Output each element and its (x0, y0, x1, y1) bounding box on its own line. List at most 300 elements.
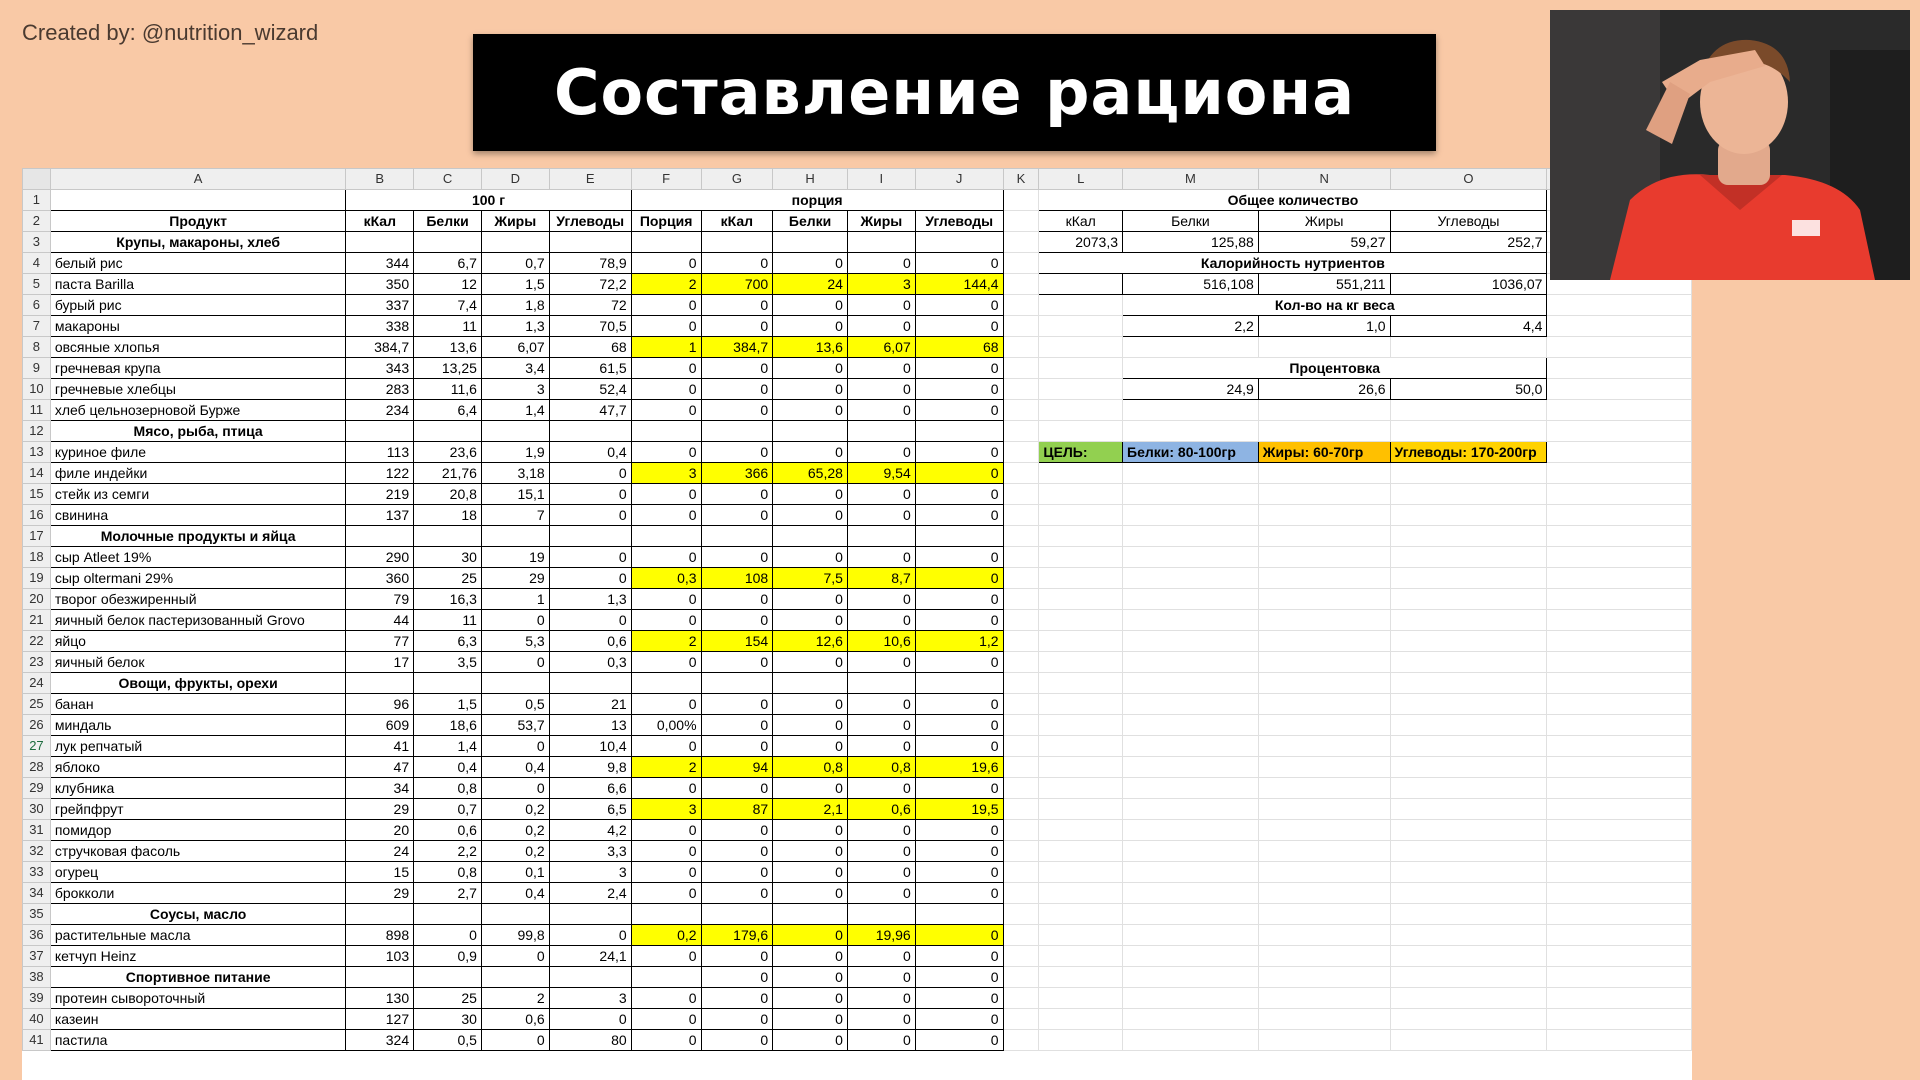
cell[interactable] (1258, 946, 1390, 967)
cell[interactable] (1123, 1030, 1259, 1051)
cell[interactable] (1547, 547, 1692, 568)
cell[interactable] (414, 904, 482, 925)
row-header[interactable]: 27 (23, 736, 51, 757)
cell[interactable] (1258, 1009, 1390, 1030)
section-header[interactable]: Крупы, макароны, хлеб (50, 232, 346, 253)
cell[interactable] (1039, 1030, 1123, 1051)
nutrient-value[interactable]: 6,5 (549, 799, 631, 820)
nutrient-value[interactable]: 11 (414, 610, 482, 631)
nutrient-value[interactable]: 3 (549, 988, 631, 1009)
nutrient-value[interactable]: 29 (346, 799, 414, 820)
cell[interactable] (631, 232, 701, 253)
nutrient-value[interactable]: 234 (346, 400, 414, 421)
cell[interactable] (1390, 1009, 1547, 1030)
nutrient-value[interactable]: 0 (414, 925, 482, 946)
cell[interactable] (1039, 862, 1123, 883)
cell[interactable] (1390, 568, 1547, 589)
row-header[interactable]: 13 (23, 442, 51, 463)
cell[interactable] (1123, 799, 1259, 820)
cell[interactable] (1390, 988, 1547, 1009)
cell[interactable] (1390, 736, 1547, 757)
nutrient-value[interactable]: 344 (346, 253, 414, 274)
product-name[interactable]: яблоко (50, 757, 346, 778)
portion-value[interactable]: 0 (631, 400, 701, 421)
product-name[interactable]: гречневая крупа (50, 358, 346, 379)
cell[interactable] (1258, 715, 1390, 736)
cell[interactable] (1123, 925, 1259, 946)
row-header[interactable]: 12 (23, 421, 51, 442)
cell[interactable] (1258, 484, 1390, 505)
cell[interactable] (1547, 946, 1692, 967)
cell[interactable] (1547, 967, 1692, 988)
portion-value[interactable]: 0 (701, 610, 773, 631)
cell[interactable] (1390, 757, 1547, 778)
cell[interactable] (1003, 316, 1039, 337)
row-header[interactable]: 32 (23, 841, 51, 862)
cell[interactable] (1039, 316, 1123, 337)
nutrient-value[interactable]: 1,4 (481, 400, 549, 421)
cell[interactable] (1390, 694, 1547, 715)
portion-value[interactable]: 0 (847, 358, 915, 379)
nutrient-value[interactable]: 72 (549, 295, 631, 316)
cell[interactable] (1003, 862, 1039, 883)
portion-value[interactable]: 0 (847, 946, 915, 967)
cell[interactable] (1003, 736, 1039, 757)
cell[interactable] (1258, 505, 1390, 526)
cell[interactable] (1547, 694, 1692, 715)
nutrient-value[interactable]: 29 (346, 883, 414, 904)
portion-value[interactable]: 0 (847, 841, 915, 862)
cell[interactable] (1003, 1030, 1039, 1051)
portion-cell[interactable] (773, 421, 848, 442)
cell[interactable] (1039, 715, 1123, 736)
portion-value[interactable]: 0 (773, 1009, 848, 1030)
cell[interactable] (1547, 820, 1692, 841)
portion-value[interactable]: 0,2 (631, 925, 701, 946)
cell[interactable] (1547, 358, 1692, 379)
row-header[interactable]: 15 (23, 484, 51, 505)
cell[interactable] (1123, 694, 1259, 715)
portion-value[interactable]: 0 (915, 862, 1003, 883)
nutrient-value[interactable]: 290 (346, 547, 414, 568)
nutrient-value[interactable]: 5,3 (481, 631, 549, 652)
portion-value[interactable]: 0,6 (847, 799, 915, 820)
nutrient-value[interactable]: 34 (346, 778, 414, 799)
product-name[interactable]: растительные масла (50, 925, 346, 946)
cell[interactable] (1003, 463, 1039, 484)
cell[interactable] (1123, 967, 1259, 988)
cell[interactable] (1547, 1009, 1692, 1030)
portion-value[interactable]: 0 (915, 442, 1003, 463)
section-header[interactable]: Молочные продукты и яйца (50, 526, 346, 547)
cell[interactable] (1547, 883, 1692, 904)
cell[interactable] (1003, 526, 1039, 547)
header-protein[interactable]: Белки (414, 211, 482, 232)
nutrient-value[interactable]: 0,4 (481, 883, 549, 904)
header-portion-qty[interactable]: Порция (631, 211, 701, 232)
portion-value[interactable]: 0 (847, 295, 915, 316)
cell[interactable] (1258, 463, 1390, 484)
portion-value[interactable]: 0 (631, 589, 701, 610)
section-header[interactable]: Мясо, рыба, птица (50, 421, 346, 442)
cell[interactable] (1039, 757, 1123, 778)
portion-value[interactable]: 0 (631, 694, 701, 715)
portion-value[interactable]: 0 (773, 652, 848, 673)
portion-value[interactable]: 2,1 (773, 799, 848, 820)
portion-value[interactable]: 0 (701, 484, 773, 505)
cell[interactable] (1039, 673, 1123, 694)
portion-value[interactable]: 0 (701, 946, 773, 967)
nutrient-value[interactable]: 17 (346, 652, 414, 673)
nutrient-value[interactable]: 1,8 (481, 295, 549, 316)
portion-cell[interactable]: 0 (773, 967, 848, 988)
cell[interactable] (346, 967, 414, 988)
row-header[interactable]: 10 (23, 379, 51, 400)
portion-cell[interactable] (847, 232, 915, 253)
cell[interactable] (481, 232, 549, 253)
goal-fat[interactable]: Жиры: 60-70гр (1258, 442, 1390, 463)
nutrient-value[interactable]: 53,7 (481, 715, 549, 736)
perkg-fat[interactable]: 1,0 (1258, 316, 1390, 337)
cell[interactable] (1003, 568, 1039, 589)
col-header-n[interactable]: N (1258, 169, 1390, 190)
portion-cell[interactable] (847, 904, 915, 925)
cell[interactable] (1547, 505, 1692, 526)
nutrient-value[interactable]: 3,18 (481, 463, 549, 484)
cell[interactable] (1003, 694, 1039, 715)
nutrient-value[interactable]: 68 (549, 337, 631, 358)
cell[interactable] (414, 421, 482, 442)
cell[interactable] (1039, 631, 1123, 652)
portion-cell[interactable] (773, 904, 848, 925)
portion-value[interactable]: 0 (631, 547, 701, 568)
cell[interactable] (1547, 463, 1692, 484)
portion-value[interactable]: 0 (773, 1030, 848, 1051)
portion-value[interactable]: 0,00% (631, 715, 701, 736)
nutrient-value[interactable]: 70,5 (549, 316, 631, 337)
portion-value[interactable]: 0 (701, 505, 773, 526)
cell[interactable] (1390, 925, 1547, 946)
cell[interactable] (346, 526, 414, 547)
nutrient-value[interactable]: 47,7 (549, 400, 631, 421)
nutrient-value[interactable]: 338 (346, 316, 414, 337)
row-header[interactable]: 3 (23, 232, 51, 253)
cell[interactable] (1547, 400, 1692, 421)
nutrient-value[interactable]: 0 (481, 610, 549, 631)
summary-carbs-label[interactable]: Углеводы (1390, 211, 1547, 232)
portion-value[interactable]: 0,3 (631, 568, 701, 589)
portion-value[interactable]: 0 (915, 1030, 1003, 1051)
row-header[interactable]: 39 (23, 988, 51, 1009)
portion-value[interactable]: 19,96 (847, 925, 915, 946)
cell[interactable] (1003, 358, 1039, 379)
portion-cell[interactable] (847, 421, 915, 442)
cell[interactable] (1039, 736, 1123, 757)
portion-cell[interactable] (915, 673, 1003, 694)
cell[interactable] (1123, 526, 1259, 547)
portion-value[interactable]: 10,6 (847, 631, 915, 652)
nutrient-value[interactable]: 1,3 (481, 316, 549, 337)
cell[interactable] (1258, 988, 1390, 1009)
cell[interactable] (1390, 820, 1547, 841)
row-header[interactable]: 11 (23, 400, 51, 421)
nutrient-value[interactable]: 0,3 (549, 652, 631, 673)
cell[interactable] (1258, 652, 1390, 673)
portion-value[interactable]: 0 (701, 442, 773, 463)
nutrient-value[interactable]: 15,1 (481, 484, 549, 505)
cell[interactable] (1003, 400, 1039, 421)
cell[interactable] (1039, 568, 1123, 589)
cell[interactable] (481, 421, 549, 442)
cell[interactable] (1123, 505, 1259, 526)
nutrient-value[interactable]: 0 (481, 1030, 549, 1051)
portion-value[interactable]: 0 (915, 736, 1003, 757)
cell[interactable] (1003, 778, 1039, 799)
product-name[interactable]: стейк из семги (50, 484, 346, 505)
nutrient-value[interactable]: 0,1 (481, 862, 549, 883)
nutrient-value[interactable]: 96 (346, 694, 414, 715)
portion-value[interactable]: 8,7 (847, 568, 915, 589)
cell[interactable] (1390, 505, 1547, 526)
portion-value[interactable]: 0 (847, 736, 915, 757)
nutrient-value[interactable]: 23,6 (414, 442, 482, 463)
portion-value[interactable]: 0,8 (847, 757, 915, 778)
portion-value[interactable]: 0 (631, 505, 701, 526)
nutrient-value[interactable]: 1,3 (549, 589, 631, 610)
row-header[interactable]: 2 (23, 211, 51, 232)
cell[interactable] (1390, 799, 1547, 820)
nutrient-value[interactable]: 0,6 (414, 820, 482, 841)
row-header[interactable]: 34 (23, 883, 51, 904)
nutrient-value[interactable]: 103 (346, 946, 414, 967)
cell[interactable] (1039, 505, 1123, 526)
cell[interactable] (1547, 841, 1692, 862)
cell[interactable] (631, 673, 701, 694)
product-name[interactable]: миндаль (50, 715, 346, 736)
cell[interactable] (1123, 1009, 1259, 1030)
cell[interactable] (1258, 883, 1390, 904)
goal-carbs[interactable]: Углеводы: 170-200гр (1390, 442, 1547, 463)
section-header[interactable]: Овощи, фрукты, орехи (50, 673, 346, 694)
portion-value[interactable]: 94 (701, 757, 773, 778)
portion-value[interactable]: 0 (773, 820, 848, 841)
summary-kcal-label[interactable]: кКал (1039, 211, 1123, 232)
nutrient-value[interactable]: 20 (346, 820, 414, 841)
nutrient-value[interactable]: 0,5 (414, 1030, 482, 1051)
row-header[interactable]: 6 (23, 295, 51, 316)
nutrient-value[interactable]: 609 (346, 715, 414, 736)
portion-value[interactable]: 19,6 (915, 757, 1003, 778)
portion-value[interactable]: 0 (773, 946, 848, 967)
col-header-a[interactable]: A (50, 169, 346, 190)
product-name[interactable]: яйцо (50, 631, 346, 652)
portion-value[interactable]: 0 (773, 610, 848, 631)
portion-cell[interactable] (773, 673, 848, 694)
cell[interactable] (549, 967, 631, 988)
cell[interactable] (1003, 799, 1039, 820)
portion-value[interactable]: 0 (701, 883, 773, 904)
portion-value[interactable]: 366 (701, 463, 773, 484)
portion-value[interactable]: 108 (701, 568, 773, 589)
portion-value[interactable]: 0 (631, 358, 701, 379)
cell[interactable] (1258, 421, 1390, 442)
portion-value[interactable]: 0 (631, 379, 701, 400)
cell[interactable] (1123, 547, 1259, 568)
portion-value[interactable]: 2 (631, 274, 701, 295)
portion-value[interactable]: 87 (701, 799, 773, 820)
portion-cell[interactable] (773, 526, 848, 547)
nutrient-value[interactable]: 0,4 (549, 442, 631, 463)
cell[interactable] (1258, 778, 1390, 799)
cell[interactable] (1003, 190, 1039, 211)
cell[interactable] (1258, 820, 1390, 841)
product-name[interactable]: грейпфрут (50, 799, 346, 820)
cell[interactable] (1003, 820, 1039, 841)
header-product[interactable]: Продукт (50, 211, 346, 232)
portion-value[interactable]: 2 (631, 631, 701, 652)
nutrient-value[interactable]: 1 (481, 589, 549, 610)
cell[interactable] (1547, 736, 1692, 757)
portion-value[interactable]: 0 (701, 715, 773, 736)
nutrient-value[interactable]: 3,3 (549, 841, 631, 862)
cell[interactable] (1547, 904, 1692, 925)
nutrient-value[interactable]: 343 (346, 358, 414, 379)
cell[interactable] (481, 673, 549, 694)
portion-value[interactable]: 700 (701, 274, 773, 295)
portion-value[interactable]: 0 (847, 694, 915, 715)
portion-value[interactable]: 0 (915, 778, 1003, 799)
portion-value[interactable]: 0 (915, 463, 1003, 484)
cell[interactable] (1258, 547, 1390, 568)
nutrient-value[interactable]: 9,8 (549, 757, 631, 778)
nutrient-value[interactable]: 2,4 (549, 883, 631, 904)
portion-value[interactable]: 0 (915, 652, 1003, 673)
cell[interactable] (549, 421, 631, 442)
portion-value[interactable]: 0 (701, 379, 773, 400)
row-header[interactable]: 5 (23, 274, 51, 295)
header-portion-carbs[interactable]: Углеводы (915, 211, 1003, 232)
portion-value[interactable]: 0 (631, 841, 701, 862)
portion-value[interactable]: 0 (701, 841, 773, 862)
col-header-f[interactable]: F (631, 169, 701, 190)
nutrient-value[interactable]: 15 (346, 862, 414, 883)
portion-value[interactable]: 0 (915, 841, 1003, 862)
product-name[interactable]: свинина (50, 505, 346, 526)
portion-value[interactable]: 0 (915, 547, 1003, 568)
nutrient-value[interactable]: 61,5 (549, 358, 631, 379)
portion-value[interactable]: 0 (915, 253, 1003, 274)
portion-value[interactable]: 0 (915, 946, 1003, 967)
portion-value[interactable]: 0 (915, 883, 1003, 904)
cell[interactable] (1039, 274, 1123, 295)
cell[interactable] (1123, 820, 1259, 841)
portion-value[interactable]: 0 (915, 484, 1003, 505)
cell[interactable] (1123, 736, 1259, 757)
cell[interactable] (414, 673, 482, 694)
row-header[interactable]: 9 (23, 358, 51, 379)
portion-value[interactable]: 0 (773, 883, 848, 904)
product-name[interactable]: огурец (50, 862, 346, 883)
row-header[interactable]: 19 (23, 568, 51, 589)
nutrient-value[interactable]: 1,9 (481, 442, 549, 463)
portion-value[interactable]: 68 (915, 337, 1003, 358)
product-name[interactable]: стручковая фасоль (50, 841, 346, 862)
cell[interactable] (1258, 904, 1390, 925)
nutrient-value[interactable]: 1,5 (481, 274, 549, 295)
row-header[interactable]: 20 (23, 589, 51, 610)
nutrient-value[interactable]: 77 (346, 631, 414, 652)
portion-value[interactable]: 0 (773, 295, 848, 316)
nutrient-value[interactable]: 21 (549, 694, 631, 715)
nutrient-value[interactable]: 283 (346, 379, 414, 400)
cell[interactable] (1547, 337, 1692, 358)
product-name[interactable]: гречневые хлебцы (50, 379, 346, 400)
portion-value[interactable]: 0 (631, 253, 701, 274)
row-header[interactable]: 1 (23, 190, 51, 211)
cell[interactable] (1123, 757, 1259, 778)
cell[interactable] (1123, 337, 1259, 358)
cell[interactable] (1123, 610, 1259, 631)
section-header[interactable]: Спортивное питание (50, 967, 346, 988)
nutrient-cal-title[interactable]: Калорийность нутриентов (1039, 253, 1547, 274)
row-header[interactable]: 8 (23, 337, 51, 358)
product-name[interactable]: сыр oltermani 29% (50, 568, 346, 589)
portion-value[interactable]: 1 (631, 337, 701, 358)
cell[interactable] (1123, 946, 1259, 967)
portion-value[interactable]: 0 (631, 778, 701, 799)
cell[interactable] (1547, 421, 1692, 442)
portion-value[interactable]: 0 (631, 820, 701, 841)
portion-value[interactable]: 65,28 (773, 463, 848, 484)
nutrient-value[interactable]: 29 (481, 568, 549, 589)
portion-cell[interactable]: 0 (847, 967, 915, 988)
product-name[interactable]: банан (50, 694, 346, 715)
nutrient-value[interactable]: 7 (481, 505, 549, 526)
cal-protein[interactable]: 516,108 (1123, 274, 1259, 295)
cell[interactable] (1258, 568, 1390, 589)
nutrient-value[interactable]: 20,8 (414, 484, 482, 505)
header-carbs[interactable]: Углеводы (549, 211, 631, 232)
portion-value[interactable]: 3 (631, 463, 701, 484)
row-header[interactable]: 7 (23, 316, 51, 337)
row-header[interactable]: 30 (23, 799, 51, 820)
col-header-i[interactable]: I (847, 169, 915, 190)
cell[interactable] (1003, 946, 1039, 967)
cell[interactable] (1003, 589, 1039, 610)
portion-value[interactable]: 0 (701, 547, 773, 568)
cell[interactable] (1003, 253, 1039, 274)
cell[interactable] (1258, 799, 1390, 820)
cell[interactable] (1003, 757, 1039, 778)
row-header[interactable]: 18 (23, 547, 51, 568)
portion-value[interactable]: 0 (847, 778, 915, 799)
cell[interactable] (1258, 400, 1390, 421)
cell[interactable] (1258, 925, 1390, 946)
portion-value[interactable]: 0 (631, 484, 701, 505)
cell[interactable] (1039, 337, 1123, 358)
cell[interactable] (1039, 820, 1123, 841)
nutrient-value[interactable]: 0,9 (414, 946, 482, 967)
col-header-m[interactable]: M (1123, 169, 1259, 190)
portion-value[interactable]: 12,6 (773, 631, 848, 652)
product-name[interactable]: брокколи (50, 883, 346, 904)
row-header[interactable]: 29 (23, 778, 51, 799)
nutrient-value[interactable]: 0,4 (481, 757, 549, 778)
portion-value[interactable]: 0 (773, 736, 848, 757)
section-header[interactable]: Соусы, масло (50, 904, 346, 925)
cell[interactable] (549, 232, 631, 253)
portion-value[interactable]: 0 (701, 694, 773, 715)
